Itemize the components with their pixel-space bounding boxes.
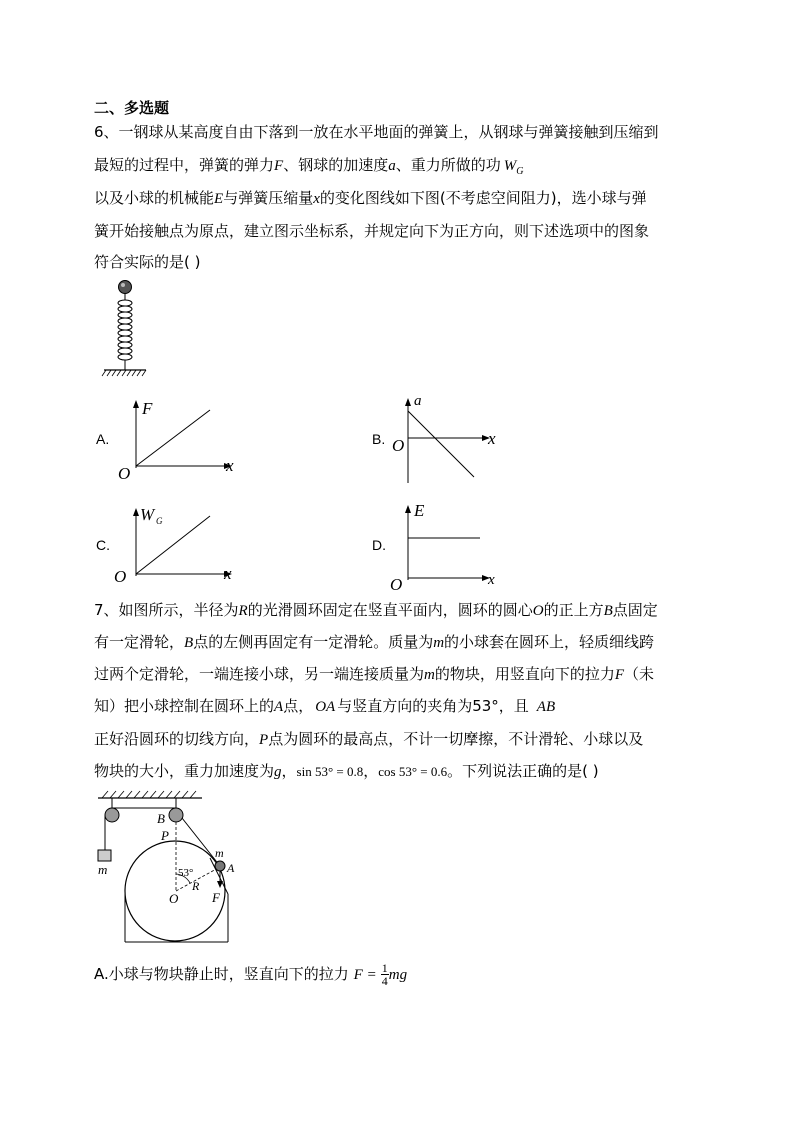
q6-line-5: 符合实际的是( ): [94, 253, 201, 271]
svg-text:O: O: [392, 436, 405, 455]
svg-text:B: B: [157, 811, 165, 826]
graph-line: [136, 516, 210, 574]
spring-figure: [98, 276, 158, 380]
svg-text:O: O: [169, 891, 179, 906]
option-d-graph[interactable]: [388, 500, 508, 592]
svg-text:x: x: [224, 564, 232, 583]
q6-line-4: 簧开始接触点为原点，建立图示坐标系，并规定向下为正方向，则下述选项中的图象: [94, 222, 650, 240]
svg-text:E: E: [414, 501, 425, 520]
pulley-b: [169, 808, 183, 822]
graph-line: [136, 410, 210, 466]
q7-pulley-diagram: [94, 788, 244, 948]
svg-text:G: G: [156, 516, 163, 526]
fraction-one-quarter: $\frac{1}{4}$: [381, 961, 388, 988]
option-a-label[interactable]: A.: [96, 431, 110, 447]
q7-line-5: 正好沿圆环的切线方向，P点为圆环的最高点，不计一切摩擦，不计滑轮、小球以及: [94, 730, 644, 748]
q7-line-1: 7、如图所示，半径为R的光滑圆环固定在竖直平面内，圆环的圆心O的正上方B点固定: [94, 601, 658, 619]
svg-text:P: P: [161, 828, 169, 843]
q7-line-4: 知）把小球控制在圆环上的A点， OA 与竖直方向的夹角为53°，且 AB: [94, 697, 556, 715]
graph-line: [408, 411, 474, 477]
q7-line-3: 过两个定滑轮，一端连接小球，另一端连接质量为m的物块，用竖直向下的拉力F（未: [94, 665, 655, 683]
spring: [118, 300, 132, 360]
left-pulley: [105, 808, 119, 822]
q6-line-3: 以及小球的机械能E与弹簧压缩量x的变化图线如下图(不考虑空间阻力)，选小球与弹: [94, 189, 647, 207]
svg-text:m: m: [98, 862, 108, 877]
svg-text:O: O: [114, 567, 127, 586]
ball-a: [215, 861, 225, 871]
q7-line-2: 有一定滑轮，B点的左侧再固定有一定滑轮。质量为m的小球套在圆环上，轻质细线跨: [94, 633, 655, 651]
q7-line-6: 物块的大小，重力加速度为g，sin 53° = 0.8，cos 53° = 0.6。下列说法正确的是( ): [94, 762, 599, 780]
svg-text:F: F: [212, 890, 220, 905]
q7-option-a[interactable]: A.小球与物块静止时，竖直向下的拉力 F = $\frac{1}{4}$ mg: [94, 961, 408, 988]
option-b-label[interactable]: B.: [372, 431, 386, 447]
svg-text:m: m: [215, 846, 224, 860]
option-c-graph[interactable]: [112, 500, 242, 590]
svg-text:a: a: [414, 393, 422, 409]
option-b-graph[interactable]: [388, 393, 508, 488]
svg-text:53°: 53°: [178, 867, 194, 879]
block-m: [98, 850, 111, 861]
option-a-graph[interactable]: [112, 398, 242, 483]
svg-text:O: O: [390, 575, 403, 594]
svg-text:x: x: [488, 429, 496, 448]
svg-text:x: x: [488, 572, 495, 588]
q6-line-2: 最短的过程中，弹簧的弹力F、钢球的加速度a、重力所做的功 $W_G$: [94, 156, 524, 177]
steel-ball: [119, 281, 132, 294]
svg-text:F: F: [142, 399, 153, 418]
svg-text:R: R: [192, 879, 200, 893]
svg-text:W: W: [140, 505, 155, 524]
q6-line-1: 6、一钢球从某高度自由下落到一放在水平地面的弹簧上，从钢球与弹簧接触到压缩到: [94, 123, 659, 141]
svg-text:O: O: [118, 464, 131, 483]
option-c-label[interactable]: C.: [96, 537, 110, 553]
svg-text:A: A: [227, 861, 235, 875]
section-title: 二、多选题: [94, 99, 170, 117]
svg-text:x: x: [226, 456, 234, 475]
option-d-label[interactable]: D.: [372, 537, 386, 553]
